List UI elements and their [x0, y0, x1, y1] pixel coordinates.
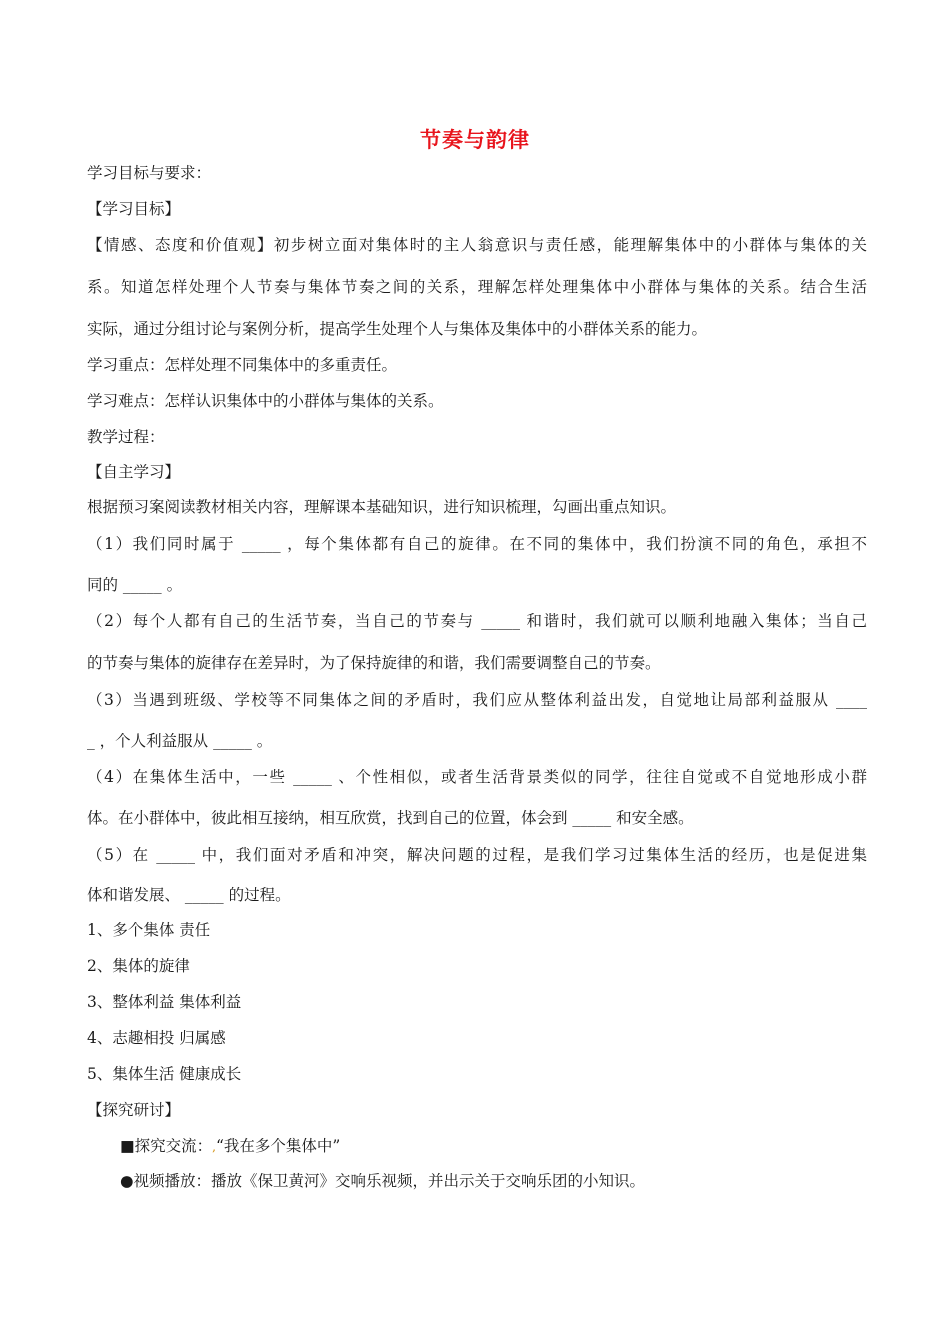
- question-line: （2）每个人都有自己的生活节奏，当自己的节奏与 _____ 和谐时，我们就可以顺利地融入集体；当自己: [87, 612, 868, 630]
- activity-label: ■探究交流：: [120, 1137, 213, 1155]
- question-line: _ ，个人利益服从 _____ 。: [87, 732, 273, 750]
- answer-line: 3、整体利益 集体利益: [87, 993, 242, 1011]
- section-heading: 【学习目标】: [87, 200, 181, 218]
- answer-line: 1、多个集体 责任: [87, 921, 211, 939]
- paragraph-line: 【情感、态度和价值观】初步树立面对集体时的主人翁意识与责任感，能理解集体中的小群体与集体的关: [87, 236, 867, 254]
- key-point: 学习重点：怎样处理不同集体中的多重责任。: [87, 356, 398, 374]
- difficult-point: 学习难点：怎样认识集体中的小群体与集体的关系。: [87, 392, 444, 410]
- section-label: 教学过程：: [87, 428, 165, 446]
- comma-mark: ,: [212, 1140, 216, 1154]
- activity-line: [120, 1136, 900, 1157]
- question-line: 的节奏与集体的旋律存在差异时，为了保持旋律的和谐，我们需要调整自己的节奏。: [87, 654, 661, 672]
- activity-topic: “我在多个集体中”: [215, 1137, 341, 1155]
- document-title: 节奏与韵律: [420, 128, 530, 152]
- activity-line: ●视频播放：播放《保卫黄河》交响乐视频，并出示关于交响乐团的小知识。: [120, 1172, 646, 1190]
- question-line: 体和谐发展、 _____ 的过程。: [87, 886, 291, 904]
- question-line: 同的 _____ 。: [87, 576, 183, 594]
- question-line: 体。在小群体中，彼此相互接纳，相互欣赏，找到自己的位置，体会到 _____ 和安全感。: [87, 809, 694, 827]
- answer-line: 2、集体的旋律: [87, 957, 190, 975]
- question-line: （3）当遇到班级、学校等不同集体之间的矛盾时，我们应从整体利益出发，自觉地让局部利益服从 ____: [87, 691, 867, 709]
- answer-line: 4、志趣相投 归属感: [87, 1029, 226, 1047]
- instruction-line: 根据预习案阅读教材相关内容，理解课本基础知识，进行知识梳理，勾画出重点知识。: [87, 498, 677, 516]
- question-line: （5）在 _____ 中，我们面对矛盾和冲突，解决问题的过程，是我们学习过集体生活的经历，也是促进集: [87, 846, 867, 864]
- section-heading: 【探究研讨】: [87, 1101, 181, 1119]
- section-heading: 【自主学习】: [87, 463, 181, 481]
- question-line: （1）我们同时属于 _____ ，每个集体都有自己的旋律。在不同的集体中，我们扮演不同的角色，承担不: [87, 535, 868, 553]
- paragraph-line: 实际，通过分组讨论与案例分析，提高学生处理个人与集体及集体中的小群体关系的能力。: [87, 320, 708, 338]
- question-line: （4）在集体生活中，一些 _____ 、个性相似，或者生活背景类似的同学，往往自觉或不自觉地形成小群: [87, 768, 867, 786]
- section-label: 学习目标与要求：: [87, 164, 212, 182]
- answer-line: 5、集体生活 健康成长: [87, 1065, 242, 1083]
- paragraph-line: 系。知道怎样处理个人节奏与集体节奏之间的关系，理解怎样处理集体中小群体与集体的关系。结合生活: [87, 278, 867, 296]
